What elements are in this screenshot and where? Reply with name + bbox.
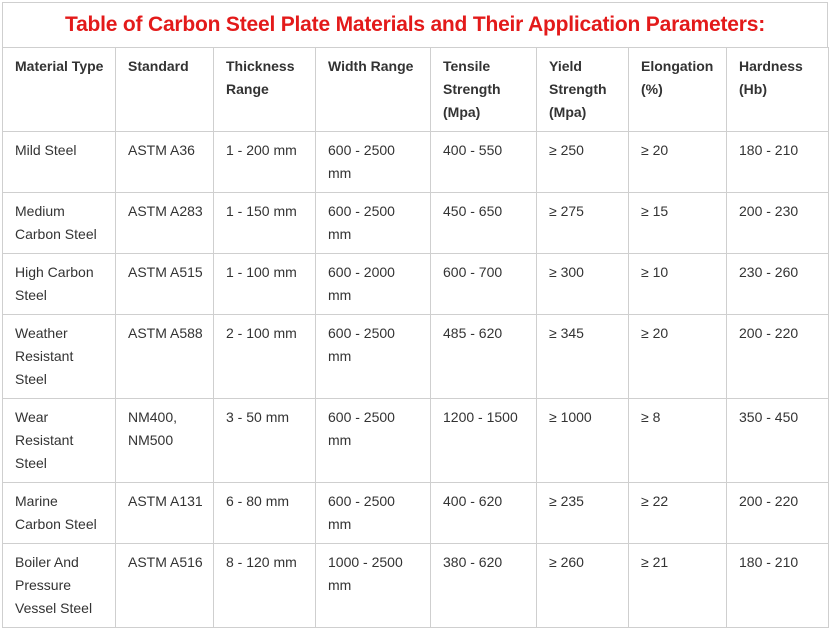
cell-elongation: ≥ 20 <box>629 315 727 399</box>
cell-standard: ASTM A131 <box>116 483 214 544</box>
cell-hardness: 180 - 210 <box>727 544 829 628</box>
cell-material-type: High Carbon Steel <box>3 254 116 315</box>
cell-width-range: 600 - 2500 mm <box>316 193 431 254</box>
cell-thickness-range: 1 - 150 mm <box>214 193 316 254</box>
cell-material-type: Medium Carbon Steel <box>3 193 116 254</box>
table-row <box>3 399 829 483</box>
table-title-row <box>2 2 828 47</box>
cell-elongation: ≥ 21 <box>629 544 727 628</box>
cell-hardness: 350 - 450 <box>727 399 829 483</box>
cell-material-type: Wear Resistant Steel <box>3 399 116 483</box>
cell-width-range: 1000 - 2500 mm <box>316 544 431 628</box>
header-row <box>3 48 829 132</box>
cell-tensile-strength: 450 - 650 <box>431 193 537 254</box>
header-material-type: Material Type <box>3 48 116 132</box>
cell-yield-strength: ≥ 260 <box>537 544 629 628</box>
cell-width-range: 600 - 2500 mm <box>316 399 431 483</box>
cell-material-type: Marine Carbon Steel <box>3 483 116 544</box>
materials-table <box>2 47 829 628</box>
cell-thickness-range: 1 - 100 mm <box>214 254 316 315</box>
cell-standard: ASTM A516 <box>116 544 214 628</box>
cell-elongation: ≥ 15 <box>629 193 727 254</box>
cell-tensile-strength: 400 - 550 <box>431 132 537 193</box>
cell-yield-strength: ≥ 345 <box>537 315 629 399</box>
cell-width-range: 600 - 2000 mm <box>316 254 431 315</box>
header-tensile-strength: Tensile Strength (Mpa) <box>431 48 537 132</box>
cell-standard: ASTM A36 <box>116 132 214 193</box>
cell-thickness-range: 8 - 120 mm <box>214 544 316 628</box>
cell-tensile-strength: 380 - 620 <box>431 544 537 628</box>
table-row <box>3 544 829 628</box>
cell-standard: ASTM A515 <box>116 254 214 315</box>
cell-width-range: 600 - 2500 mm <box>316 483 431 544</box>
table-row <box>3 315 829 399</box>
header-thickness-range: Thickness Range <box>214 48 316 132</box>
cell-material-type: Mild Steel <box>3 132 116 193</box>
cell-hardness: 180 - 210 <box>727 132 829 193</box>
header-hardness: Hardness (Hb) <box>727 48 829 132</box>
cell-width-range: 600 - 2500 mm <box>316 132 431 193</box>
header-width-range: Width Range <box>316 48 431 132</box>
cell-hardness: 200 - 230 <box>727 193 829 254</box>
cell-standard: ASTM A588 <box>116 315 214 399</box>
cell-elongation: ≥ 8 <box>629 399 727 483</box>
table-row <box>3 132 829 193</box>
cell-thickness-range: 1 - 200 mm <box>214 132 316 193</box>
cell-thickness-range: 3 - 50 mm <box>214 399 316 483</box>
cell-standard: NM400, NM500 <box>116 399 214 483</box>
cell-yield-strength: ≥ 250 <box>537 132 629 193</box>
table-title: Table of Carbon Steel Plate Materials and Their Application Parameters: <box>65 13 765 36</box>
cell-hardness: 200 - 220 <box>727 483 829 544</box>
cell-tensile-strength: 1200 - 1500 <box>431 399 537 483</box>
table-row <box>3 254 829 315</box>
cell-elongation: ≥ 22 <box>629 483 727 544</box>
cell-material-type: Boiler And Pressure Vessel Steel <box>3 544 116 628</box>
table-row <box>3 483 829 544</box>
cell-thickness-range: 2 - 100 mm <box>214 315 316 399</box>
cell-tensile-strength: 485 - 620 <box>431 315 537 399</box>
cell-tensile-strength: 600 - 700 <box>431 254 537 315</box>
header-standard: Standard <box>116 48 214 132</box>
cell-yield-strength: ≥ 275 <box>537 193 629 254</box>
cell-material-type: Weather Resistant Steel <box>3 315 116 399</box>
cell-hardness: 200 - 220 <box>727 315 829 399</box>
cell-thickness-range: 6 - 80 mm <box>214 483 316 544</box>
table-row <box>3 193 829 254</box>
cell-elongation: ≥ 10 <box>629 254 727 315</box>
header-elongation: Elongation (%) <box>629 48 727 132</box>
cell-hardness: 230 - 260 <box>727 254 829 315</box>
cell-width-range: 600 - 2500 mm <box>316 315 431 399</box>
cell-tensile-strength: 400 - 620 <box>431 483 537 544</box>
cell-yield-strength: ≥ 235 <box>537 483 629 544</box>
cell-standard: ASTM A283 <box>116 193 214 254</box>
cell-yield-strength: ≥ 300 <box>537 254 629 315</box>
header-yield-strength: Yield Strength (Mpa) <box>537 48 629 132</box>
cell-elongation: ≥ 20 <box>629 132 727 193</box>
cell-yield-strength: ≥ 1000 <box>537 399 629 483</box>
